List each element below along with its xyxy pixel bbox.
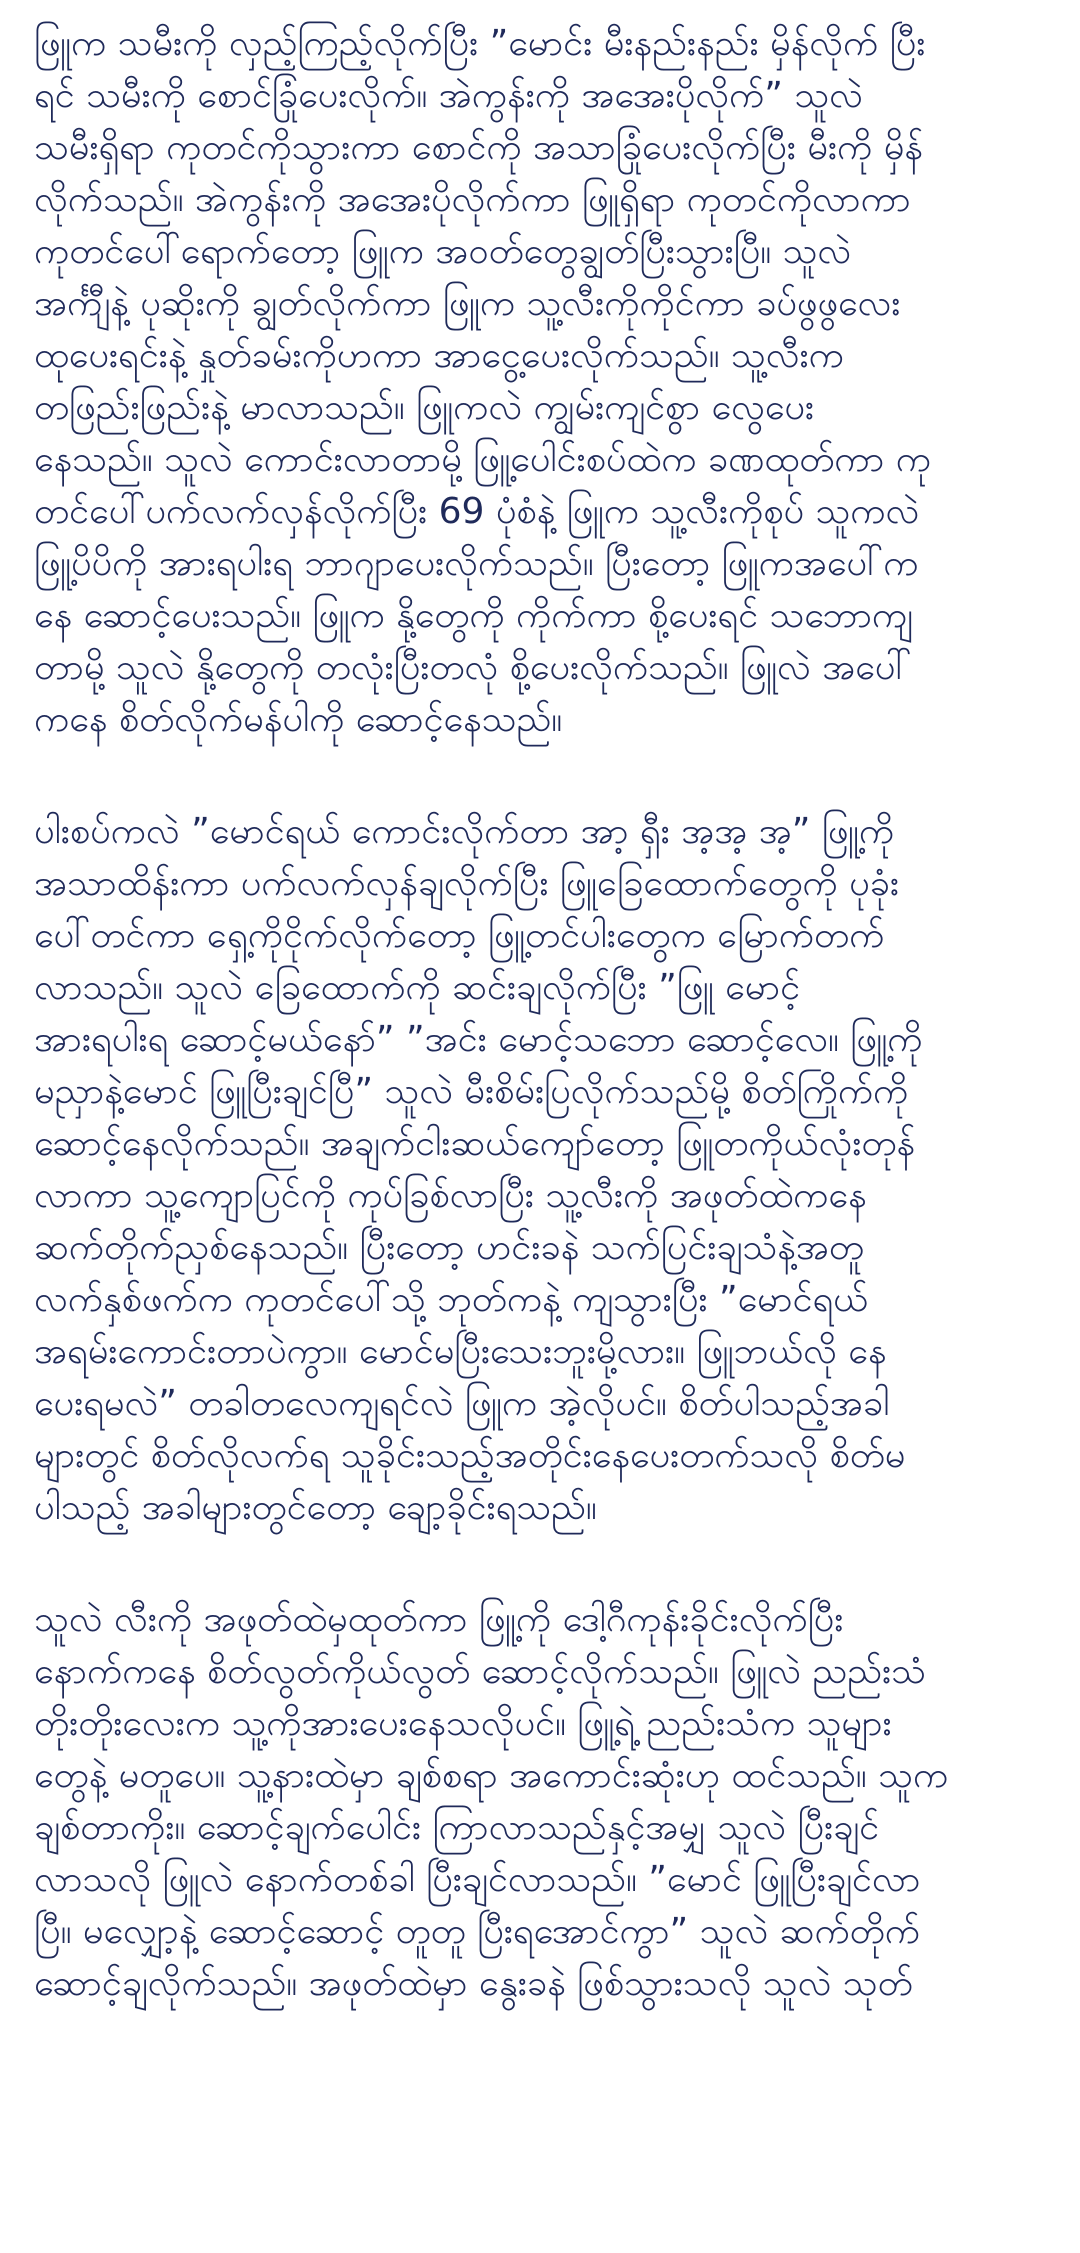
story-paragraph-3: သူလဲ လီးကို အဖုတ်ထဲမှထုတ်ကာ ဖြူ့ကို ဒေါ့ဂီကုန်းခိုင်းလိုက်ပြီး နောက်ကနေ စိတ်လွတ်ကိုယ်လွတ် ဆောင့်လိုက်သည်။ ဖြူလဲ ညည်းသံ တိုးတိုးလေးက သူ့ကိုအားပေးနေသလိုပင်။ ဖြူ့ရဲ့ ညည်းသံက သူများ တွေနဲ့ မတူပေ။ သူ့နားထဲမှာ ချစ်စရာ အကောင်းဆုံးဟု ထင်သည်။ သူက ချစ်တာကိုး။ ဆောင့်ချက်ပေါင်း ကြာလာသည်နှင့်အမျှ သူလဲ ပြီးချင် လာသလို ဖြူလဲ နောက်တစ်ခါ ပြီးချင်လာသည်။ ”မောင် ဖြူပြီးချင်လာ ပြီ။ မလျှော့နဲ့ ဆောင့်ဆောင့် တူတူ ပြီးရအောင်ကွာ” သူလဲ ဆက်တိုက် ဆောင့်ချလိုက်သည်။ အဖုတ်ထဲမှာ နွေးခနဲ ဖြစ်သွားသလို သူလဲ သုတ် (34, 1599, 949, 2004)
story-paragraph-2: ပါးစပ်ကလဲ ”မောင်ရယ် ကောင်းလိုက်တာ အာ့ ရှီး အ့အ့ အ့” ဖြူ့ကို အသာထိန်းကာ ပက်လက်လှန်ချလိုက်ပြီး ဖြူခြေထောက်တွေကို ပုခုံး ပေါ်တင်ကာ ရှေ့ကိုငိုက်လိုက်တော့ ဖြူ့တင်ပါးတွေက မြောက်တက် လာသည်။ သူလဲ ခြေထောက်ကို ဆင်းချလိုက်ပြီး ”ဖြူ မောင့် အားရပါးရ ဆောင့်မယ်နော်” ”အင်း မောင့်သဘော ဆောင့်လေ။ ဖြူ့ကို မညှာနဲ့မောင် ဖြူပြီးချင်ပြီ” သူလဲ မီးစိမ်းပြလိုက်သည်မို့ စိတ်ကြိုက်ကို ဆောင့်နေလိုက်သည်။ အချက်ငါးဆယ်ကျော်တော့ ဖြူတကိုယ်လုံးတုန် လာကာ သူ့ကျောပြင်ကို ကုပ်ခြစ်လာပြီး သူ့လီးကို အဖုတ်ထဲကနေ ဆက်တိုက်ညှစ်နေသည်။ ပြီးတော့ ဟင်းခနဲ သက်ပြင်းချသံနဲ့အတူ လက်နှစ်ဖက်က ကုတင်ပေါ်သို့ ဘုတ်ကနဲ့ ကျသွားပြီး ”မောင်ရယ် အရမ်းကောင်းတာပဲကွာ။ မောင်မပြီးသေးဘူးမို့လား။ ဖြူဘယ်လို နေ ပေးရမလဲ” တခါတလေကျရင်လဲ ဖြူက အဲ့လိုပင်။ စိတ်ပါသည့်အခါ များတွင် စိတ်လိုလက်ရ သူခိုင်းသည့်အတိုင်းနေပေးတက်သလို စိတ်မ ပါသည့် အခါများတွင်တော့ ချော့ခိုင်းရသည်။ (34, 811, 923, 1528)
story-paragraph-1: ဖြူက သမီးကို လှည့်ကြည့်လိုက်ပြီး ”မောင်း မီးနည်းနည်း မှိန်လိုက် ပြီး ရင် သမီးကို စောင်ခြုံပေးလိုက်။ အဲကွန်းကို အအေးပိုလိုက်” သူလဲ သမီးရှိရာ ကုတင်ကိုသွားကာ စောင်ကို အသာခြုံပေးလိုက်ပြီး မီးကို မှိန် လိုက်သည်။ အဲကွန်းကို အအေးပိုလိုက်ကာ ဖြူရှိရာ ကုတင်ကိုလာကာ ကုတင်ပေါ်ရောက်တော့ ဖြူက အဝတ်တွေချွတ်ပြီးသွားပြီ။ သူလဲ အင်္ကျီနဲ့ ပုဆိုးကို ချွတ်လိုက်ကာ ဖြူက သူ့လီးကိုကိုင်ကာ ခပ်ဖွဖွလေး ထုပေးရင်းနဲ့ နှုတ်ခမ်းကိုဟကာ အာငွေ့ပေးလိုက်သည်။ သူ့လီးက တဖြည်းဖြည်းနဲ့ မာလာသည်။ ဖြူကလဲ ကျွမ်းကျင်စွာ လွေပေး နေသည်။ သူလဲ ကောင်းလာတာမို့ ဖြူ့ပေါင်းစပ်ထဲက ခဏထုတ်ကာ ကု တင်ပေါ်ပက်လက်လှန်လိုက်ပြီး 69 ပုံစံနဲ့ ဖြူက သူ့လီးကိုစုပ် သူကလဲ ဖြူ့ပိပိကို အားရပါးရ ဘာဂျာပေးလိုက်သည်။ ပြီးတော့ ဖြူကအပေါ်က နေ ဆောင့်ပေးသည်။ ဖြူက နို့တွေကို ကိုက်ကာ စို့ပေးရင် သဘောကျ တာမို့ သူလဲ နို့တွေကို တလုံးပြီးတလုံ စို့ပေးလိုက်သည်။ ဖြူလဲ အပေါ် ကနေ စိတ်လိုက်မန်ပါကို ဆောင့်နေသည်။ (34, 23, 931, 740)
